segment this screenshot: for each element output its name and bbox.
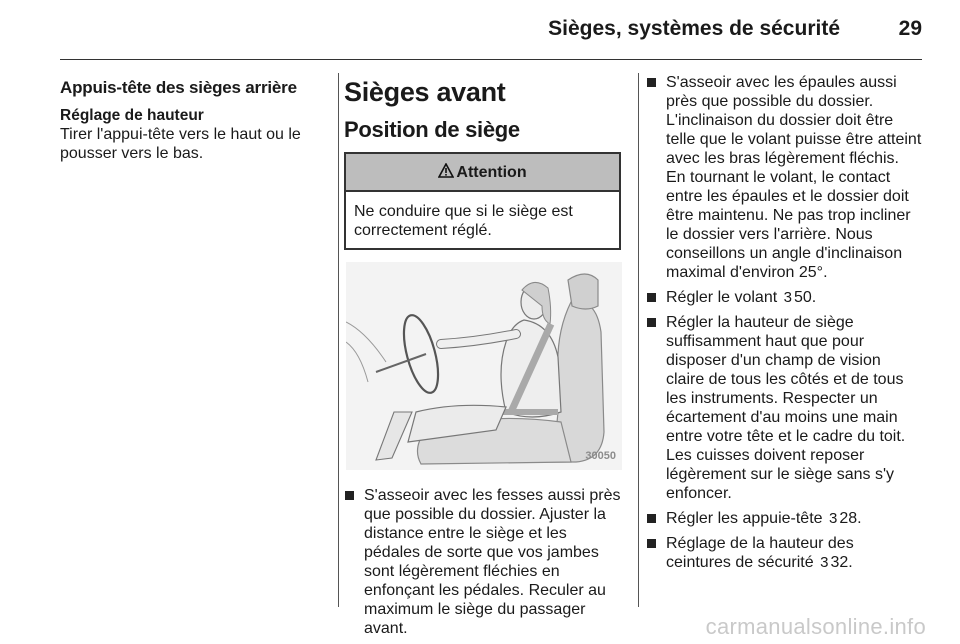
- page-title: Sièges, systèmes de sécurité: [548, 17, 840, 40]
- list-item: [646, 288, 922, 307]
- bullet-square-icon: [647, 514, 656, 523]
- page-reference-icon: 3: [829, 510, 838, 527]
- bullet-square-icon: [647, 318, 656, 327]
- page-reference[interactable]: 32.: [830, 554, 853, 571]
- list-item-text: S'asseoir avec les fesses aussi près que possible du dossier. Ajuster la distance entre le siège et les pédales de sorte que vos jambes sont légèrement fléchies en enfonçant les pédales. Reculer au maximum le siège du passager avant.: [364, 487, 621, 637]
- seat-position-illustration: [346, 262, 622, 470]
- list-item-text: Régler le volant: [666, 289, 778, 306]
- warning-text: Ne conduire que si le siège est correctement réglé.: [354, 203, 573, 239]
- page-reference-icon: 3: [783, 289, 792, 306]
- page-number: 29: [898, 17, 922, 40]
- chapter-heading: Sièges avant: [344, 77, 506, 107]
- warning-box: [344, 152, 621, 250]
- list-item: [646, 313, 922, 503]
- subheading: Réglage de hauteur: [60, 107, 204, 124]
- illustration-code: 30050: [585, 450, 616, 462]
- column-divider-1: [338, 73, 339, 607]
- bullet-square-icon: [647, 539, 656, 548]
- header-rule: [60, 59, 922, 60]
- bullet-square-icon: [647, 78, 656, 87]
- warning-triangle-icon: [438, 163, 454, 182]
- bullet-list: [646, 73, 922, 572]
- bullet-list: [344, 486, 624, 638]
- section-heading: Position de siège: [344, 117, 520, 142]
- page-reference[interactable]: 28.: [839, 510, 862, 527]
- column-seat-adjustment: [646, 73, 922, 578]
- list-item-text: Réglage de la hauteur des ceintures de sécurité: [666, 535, 854, 571]
- column-divider-2: [638, 73, 639, 607]
- column-front-seats: [344, 73, 624, 644]
- list-item: [646, 509, 922, 528]
- list-item: [344, 486, 624, 638]
- list-item: [646, 73, 922, 282]
- bullet-square-icon: [345, 491, 354, 500]
- warning-title: Attention: [456, 163, 527, 181]
- body-text: Tirer l'appui-tête vers le haut ou le pousser vers le bas.: [60, 126, 301, 162]
- watermark: carmanualsonline.info: [705, 614, 926, 639]
- list-item-text: Régler les appuie-tête: [666, 510, 823, 527]
- warning-header: [346, 154, 619, 192]
- column-rear-headrests: [60, 73, 330, 163]
- list-item-text: S'asseoir avec les épaules aussi près que possible du dossier. L'inclinaison du dossier doit être telle que le volant puisse être atteint avec les bras légèrement fléchis. En tournant le volant, le contact entre les épaules et le dossier doit être maintenu. Ne pas trop incliner le dossier vers l'arrière. Nous conseillons un angle d'inclinaison maximal d'environ 25°.: [666, 74, 922, 281]
- section-heading: Appuis-tête des sièges arrière: [60, 78, 297, 97]
- bullet-square-icon: [647, 293, 656, 302]
- list-item-text: Régler la hauteur de siège suffisamment haut que pour disposer d'un champ de vision claire de tous les côtés et de tous les instruments. Respecter un écartement d'au moins une main entre votre tête et le cadre du toit. Les cuisses doivent reposer légèrement sur le siège sans s'y enfoncer.: [666, 314, 906, 502]
- page-reference-icon: 3: [820, 554, 829, 571]
- list-item: [646, 534, 922, 572]
- page-reference[interactable]: 50.: [793, 289, 817, 306]
